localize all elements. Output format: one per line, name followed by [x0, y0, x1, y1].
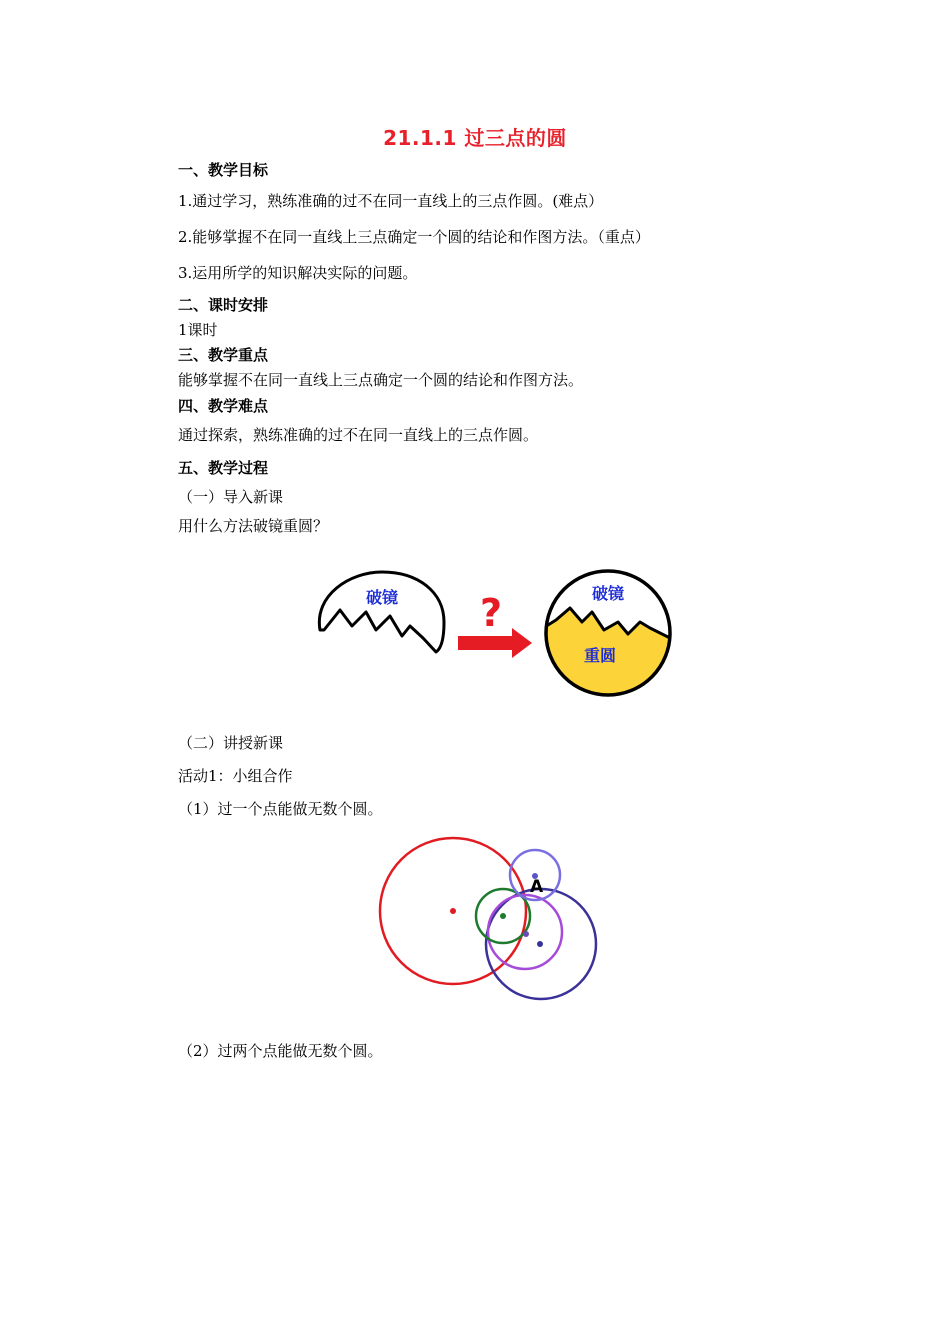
- section-heading-schedule: 二、课时安排: [178, 296, 269, 314]
- step-2-text: （2）过两个点能做无数个圆。: [178, 1042, 383, 1060]
- difficulties-text: 通过探索，熟练准确的过不在同一直线上的三点作圆。: [178, 426, 539, 444]
- section-heading-objectives: 一、教学目标: [178, 161, 269, 179]
- purple-center-dot: [523, 931, 529, 937]
- point-a-label: A: [530, 877, 544, 897]
- whole-bottom-label: 重圆: [584, 646, 617, 665]
- objective-item-2: 2.能够掌握不在同一直线上三点确定一个圆的结论和作图方法。（重点）: [178, 228, 650, 246]
- step-1-text: （1）过一个点能做无数个圆。: [178, 800, 383, 818]
- page-title: 21.1.1 过三点的圆: [383, 126, 567, 150]
- section-heading-difficulties: 四、教学难点: [178, 397, 269, 415]
- red-center-dot: [450, 908, 456, 914]
- navy-center-dot: [537, 941, 543, 947]
- broken-mirror-figure: [310, 560, 680, 705]
- circles-through-point-figure: [370, 830, 610, 1010]
- subsection-new-lesson: （二）讲授新课: [178, 734, 284, 752]
- green-center-dot: [500, 913, 506, 919]
- broken-label: 破镜: [366, 588, 399, 607]
- objective-item-1: 1.通过学习，熟练准确的过不在同一直线上的三点作圆。(难点）: [178, 192, 604, 210]
- subsection-intro: （一）导入新课: [178, 488, 284, 506]
- objective-item-3: 3.运用所学的知识解决实际的问题。: [178, 264, 418, 282]
- whole-top-label: 破镜: [592, 584, 625, 603]
- broken-mirror-shape: [319, 572, 444, 652]
- activity-title: 活动1：小组合作: [178, 767, 293, 785]
- intro-question: 用什么方法破镜重圆？: [178, 517, 329, 535]
- question-mark: ?: [480, 591, 503, 635]
- key-points-text: 能够掌握不在同一直线上三点确定一个圆的结论和作图方法。: [178, 371, 584, 389]
- schedule-text: 1课时: [178, 321, 218, 339]
- section-heading-key-points: 三、教学重点: [178, 346, 269, 364]
- section-heading-process: 五、教学过程: [178, 459, 269, 477]
